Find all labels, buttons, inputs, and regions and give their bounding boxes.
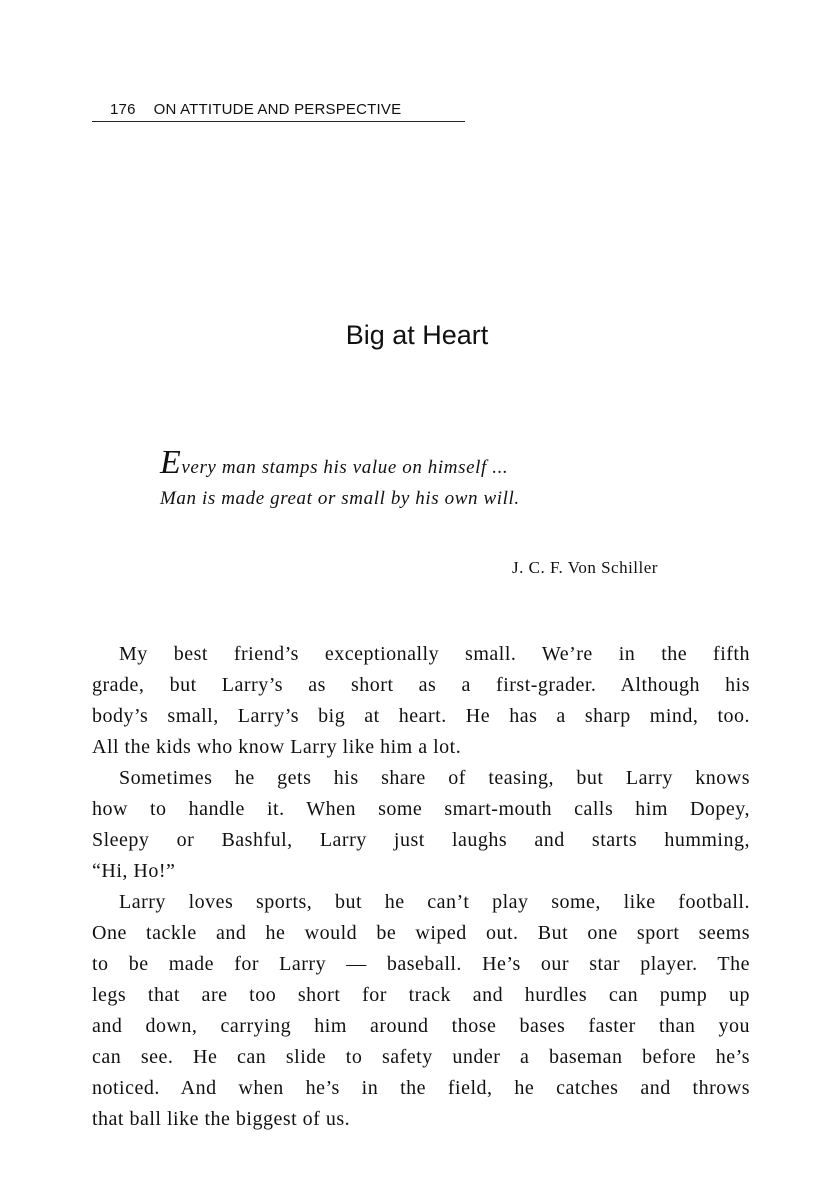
text-line: Sleepy or Bashful, Larry just laughs and starts humming,: [92, 829, 750, 851]
text-line: and down, carrying him around those bases faster than you: [92, 1015, 750, 1037]
page-number: 176: [110, 101, 136, 118]
text-line: how to handle it. When some smart-mouth calls him Dopey,: [92, 798, 750, 820]
epigraph: [160, 444, 720, 514]
running-header: [92, 101, 465, 122]
paragraph-2: [92, 763, 750, 887]
epigraph-line-2: Man is made great or small by his own will.: [160, 488, 520, 509]
epigraph-line-1: [160, 444, 720, 483]
epigraph-attribution: J. C. F. Von Schiller: [512, 558, 658, 577]
text-line: Larry loves sports, but he can’t play some, like football.: [119, 891, 750, 913]
text-line: legs that are too short for track and hurdles can pump up: [92, 984, 750, 1006]
paragraph-1: [92, 639, 750, 763]
text-line: grade, but Larry’s as short as a first-grader. Although his: [92, 674, 750, 696]
chapter-title: [0, 320, 840, 351]
epigraph-line-1-text: very man stamps his value on himself ...: [181, 457, 509, 478]
text-line: “Hi, Ho!”: [92, 860, 176, 882]
chapter-title-text: Big at Heart: [345, 320, 489, 350]
text-line: can see. He can slide to safety under a baseman before he’s: [92, 1046, 750, 1068]
text-line: All the kids who know Larry like him a lot.: [92, 736, 462, 758]
text-line: to be made for Larry — baseball. He’s our star player. The: [92, 953, 750, 975]
drop-cap: E: [160, 444, 182, 481]
text-line: My best friend’s exceptionally small. We’re in the fifth: [119, 643, 750, 665]
text-line: noticed. And when he’s in the field, he catches and throws: [92, 1077, 750, 1099]
section-title: ON ATTITUDE AND PERSPECTIVE: [153, 101, 402, 118]
text-line: One tackle and he would be wiped out. But one sport seems: [92, 922, 750, 944]
text-line: that ball like the biggest of us.: [92, 1108, 351, 1130]
paragraph-3: [92, 887, 750, 1135]
text-line: body’s small, Larry’s big at heart. He has a sharp mind, too.: [92, 705, 750, 727]
body-text: [92, 639, 750, 1135]
text-line: Sometimes he gets his share of teasing, but Larry knows: [119, 767, 750, 789]
